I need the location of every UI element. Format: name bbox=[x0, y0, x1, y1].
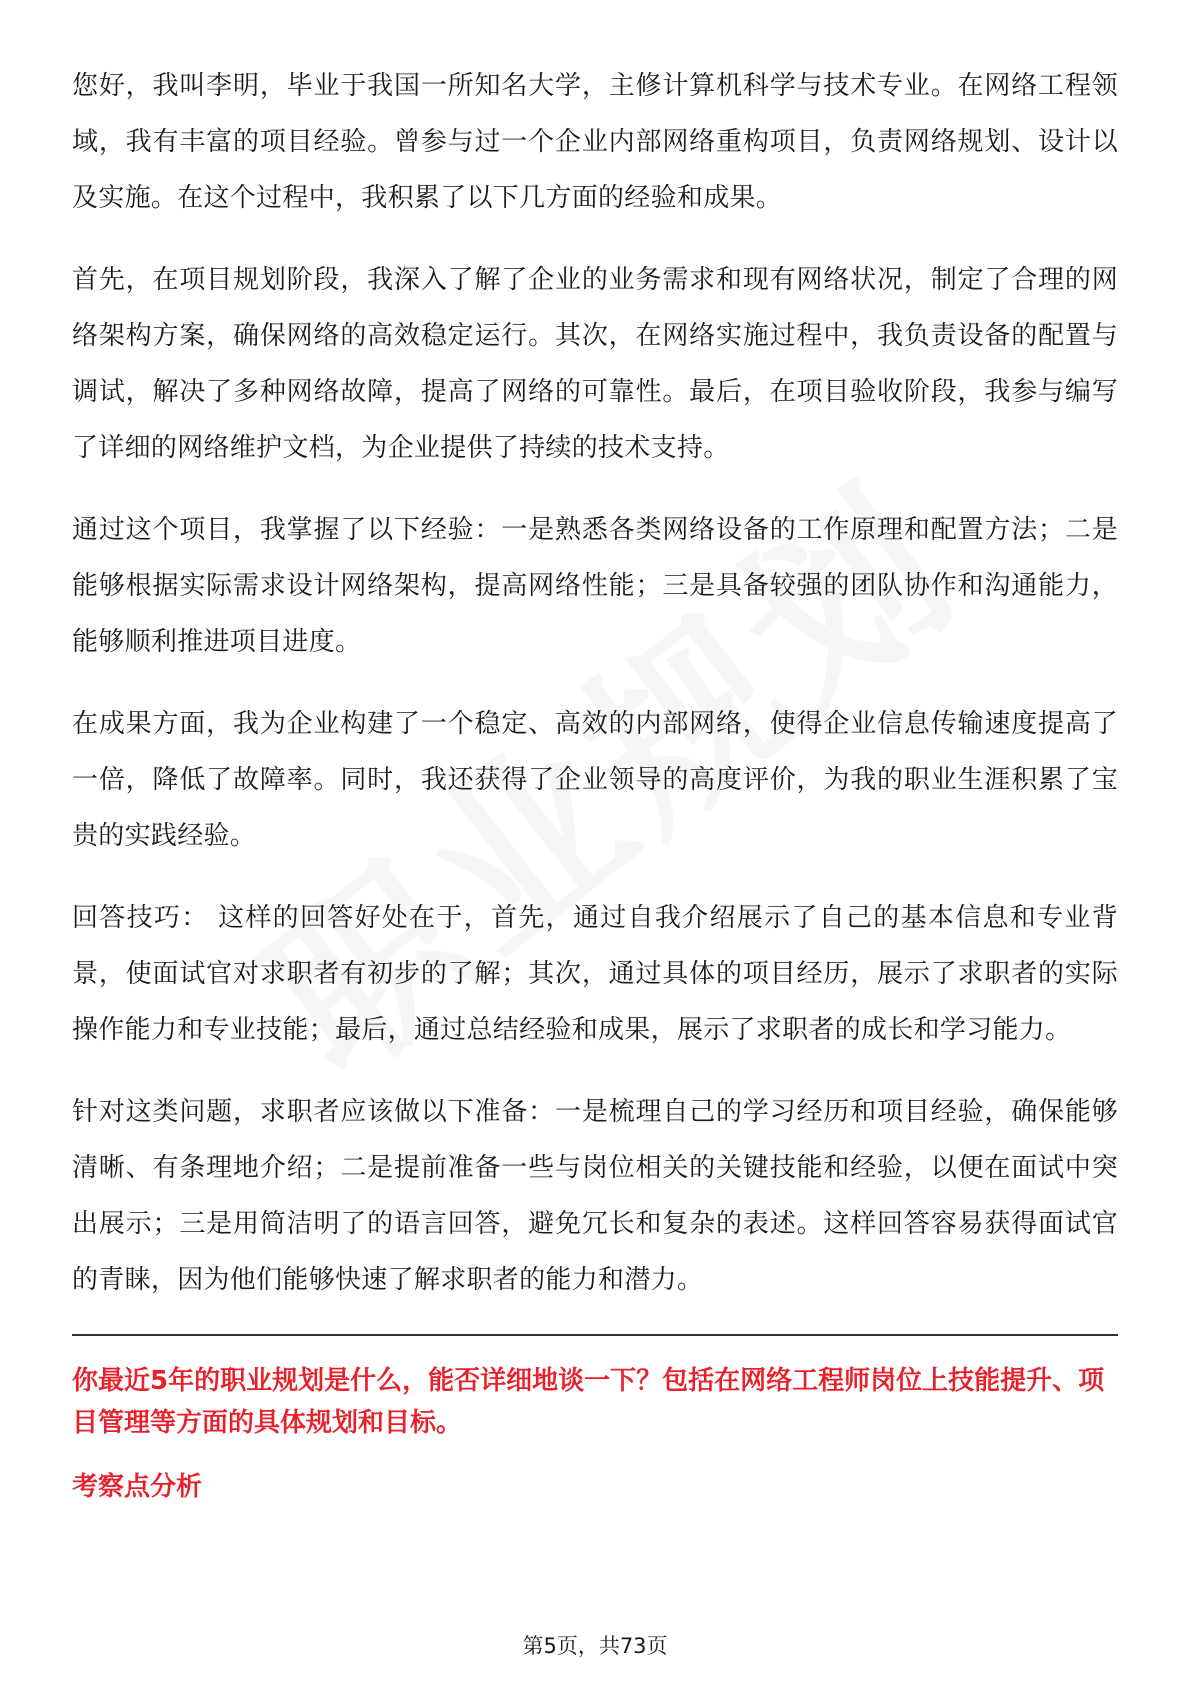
section-divider bbox=[72, 1334, 1118, 1336]
section-label-analysis: 考察点分析 bbox=[72, 1472, 203, 1502]
page-number-footer: 第5页，共73页 bbox=[522, 1634, 668, 1658]
paragraph-preparation: 针对这类问题，求职者应该做以下准备：一是梳理自己的学习经历和项目经验，确保能够清晰、有条理地介绍；二是提前准备一些与岗位相关的关键技能和经验，以便在面试中突出展示；三是用简洁明了的语言回答，避免冗长和复杂的表述。这样回答容易获得面试官的青睐，因为他们能够快速了解求职者的能力和潜力。 bbox=[72, 1097, 1118, 1295]
paragraph-intro: 您好，我叫李明，毕业于我国一所知名大学，主修计算机科学与技术专业。在网络工程领域，我有丰富的项目经验。曾参与过一个企业内部网络重构项目，负责网络规划、设计以及实施。在这个过程中，我积累了以下几方面的经验和成果。 bbox=[72, 71, 1118, 213]
paragraph-answer-tips: 回答技巧： 这样的回答好处在于，首先，通过自我介绍展示了自己的基本信息和专业背景，使面试官对求职者有初步的了解；其次，通过具体的项目经历，展示了求职者的实际操作能力和专业技能；最后，通过总结经验和成果，展示了求职者的成长和学习能力。 bbox=[72, 903, 1118, 1045]
page-content bbox=[72, 58, 1118, 1508]
paragraph-project-phases: 首先，在项目规划阶段，我深入了解了企业的业务需求和现有网络状况，制定了合理的网络架构方案，确保网络的高效稳定运行。其次，在网络实施过程中，我负责设备的配置与调试，解决了多种网络故障，提高了网络的可靠性。最后，在项目验收阶段，我参与编写了详细的网络维护文档，为企业提供了持续的技术支持。 bbox=[72, 265, 1118, 463]
paragraph-results: 在成果方面，我为企业构建了一个稳定、高效的内部网络，使得企业信息传输速度提高了一倍，降低了故障率。同时，我还获得了企业领导的高度评价，为我的职业生涯积累了宝贵的实践经验。 bbox=[72, 709, 1118, 851]
paragraph-experience: 通过这个项目，我掌握了以下经验：一是熟悉各类网络设备的工作原理和配置方法；二是能够根据实际需求设计网络架构，提高网络性能；三是具备较强的团队协作和沟通能力，能够顺利推进项目进度。 bbox=[72, 515, 1118, 657]
interview-question: 你最近5年的职业规划是什么，能否详细地谈一下？包括在网络工程师岗位上技能提升、项目管理等方面的具体规划和目标。 bbox=[72, 1366, 1105, 1438]
